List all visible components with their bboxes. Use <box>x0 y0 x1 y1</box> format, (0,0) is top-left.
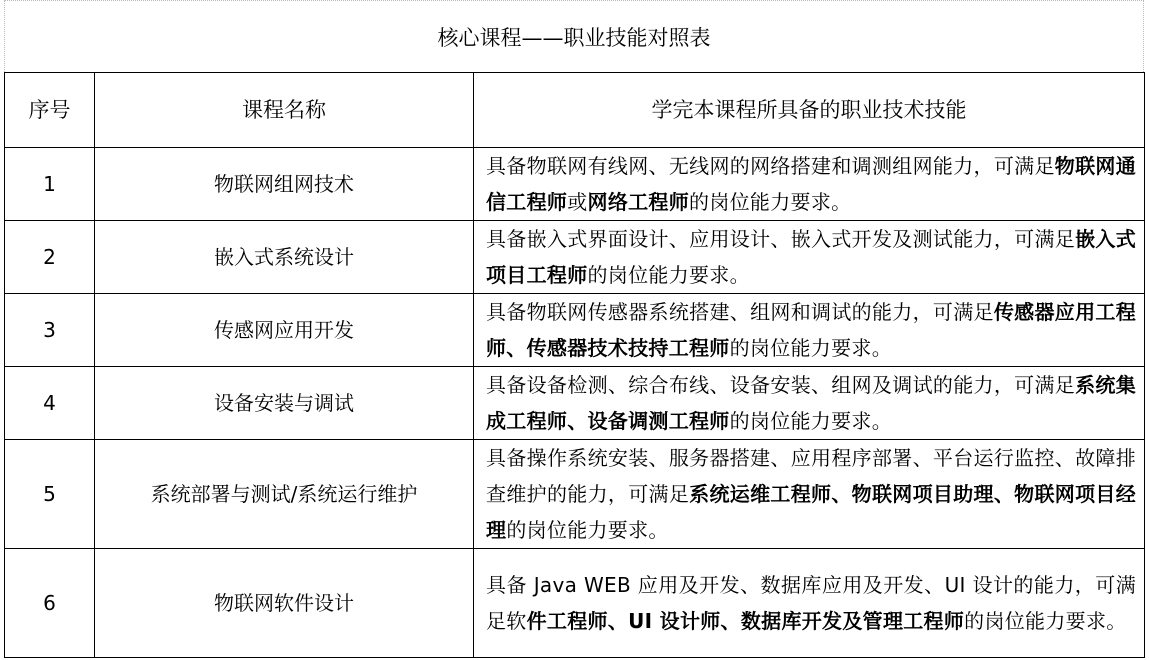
description-text: 的岗位能力要求。 <box>506 518 669 542</box>
row-no: 2 <box>5 221 95 294</box>
row-course-name: 嵌入式系统设计 <box>95 221 474 294</box>
description-text: 具备物联网传感器系统搭建、组网和调试的能力，可满足 <box>486 300 994 324</box>
row-course-name: 设备安装与调试 <box>95 367 474 440</box>
description-text: 具备设备检测、综合布线、设备安装、组网及调试的能力，可满足 <box>486 373 1076 397</box>
description-text: 或 <box>567 190 588 214</box>
table-row <box>5 148 1145 221</box>
table-row <box>5 294 1145 367</box>
header-no: 序号 <box>5 73 95 148</box>
row-description <box>474 148 1145 221</box>
description-text: 的岗位能力要求。 <box>729 336 893 360</box>
description-text: 具备 Java WEB 应用及开发、数据库应用及开发、UI 设计的能力，可满足软 <box>486 573 1136 633</box>
description-text: 具备操作系统安装、服务器搭建、应用程序部署、平台运行监控、故障排查维护的能力，可满足 <box>486 446 1136 506</box>
description-text: 具备嵌入式界面设计、应用设计、嵌入式开发及测试能力，可满足 <box>486 227 1076 251</box>
row-no: 4 <box>5 367 95 440</box>
job-title-highlight: 嵌入式项目工程师 <box>486 227 1137 287</box>
job-title-highlight: 传感器应用工程师、传感器技术技持工程师 <box>486 300 1137 360</box>
row-course-name: 系统部署与测试/系统运行维护 <box>95 440 474 549</box>
row-course-name: 传感网应用开发 <box>95 294 474 367</box>
job-title-highlight: 件工程师、UI 设计师、数据库开发及管理工程师 <box>526 609 965 633</box>
row-no: 3 <box>5 294 95 367</box>
row-description <box>474 549 1145 658</box>
skills-table <box>4 72 1145 658</box>
row-course-name: 物联网软件设计 <box>95 549 474 658</box>
row-no: 5 <box>5 440 95 549</box>
job-title-highlight: 系统集成工程师、设备调测工程师 <box>486 373 1137 433</box>
job-title-highlight: 物联网通信工程师 <box>486 154 1137 214</box>
table-row <box>5 367 1145 440</box>
header-name: 课程名称 <box>95 73 474 148</box>
row-course-name: 物联网组网技术 <box>95 148 474 221</box>
table-header-row <box>5 73 1145 148</box>
row-no: 6 <box>5 549 95 658</box>
description-text: 的岗位能力要求。 <box>729 409 893 433</box>
row-no: 1 <box>5 148 95 221</box>
row-description <box>474 294 1145 367</box>
row-description <box>474 440 1145 549</box>
header-desc: 学完本课程所具备的职业技术技能 <box>474 73 1145 148</box>
description-text: 的岗位能力要求。 <box>689 190 852 214</box>
description-text: 的岗位能力要求。 <box>964 609 1127 633</box>
description-text: 的岗位能力要求。 <box>587 263 750 287</box>
row-description <box>474 221 1145 294</box>
job-title-highlight: 网络工程师 <box>587 190 690 214</box>
table-row <box>5 440 1145 549</box>
row-description <box>474 367 1145 440</box>
description-text: 具备物联网有线网、无线网的网络搭建和调测组网能力，可满足 <box>486 154 1055 178</box>
table-row <box>5 221 1145 294</box>
table-title: 核心课程——职业技能对照表 <box>4 0 1144 72</box>
job-title-highlight: 系统运维工程师、物联网项目助理、物联网项目经理 <box>486 482 1137 542</box>
table-row <box>5 549 1145 658</box>
